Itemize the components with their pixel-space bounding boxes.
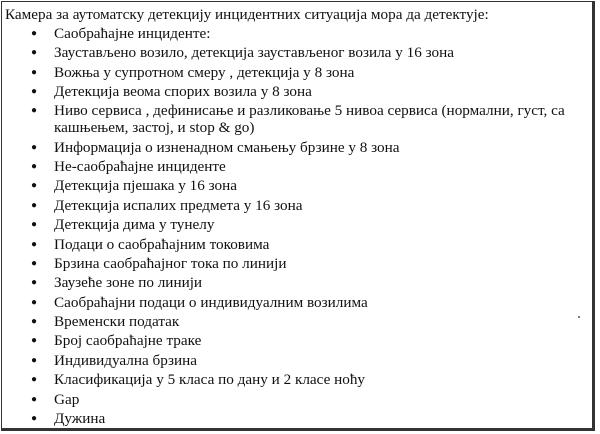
list-item-text: Брзина саобраћајног тока по линији [54, 254, 287, 272]
bullet-icon: ● [31, 354, 38, 366]
bullet-icon: ● [31, 47, 38, 59]
list-item-text: Саобраћајне инциденте: [54, 25, 211, 42]
list-item-text: Дужина [54, 410, 106, 428]
list-item-text: Информација о изненадном смањењу брзине у 8 зона [54, 138, 400, 156]
bullet-icon: ● [31, 374, 38, 386]
list-item-text: Детекција веома спорих возила у 8 зона [54, 83, 312, 101]
list-item [2, 293, 596, 312]
scan-speck [578, 316, 580, 318]
list-item-text: Не-саобраћајне инциденте [54, 157, 226, 175]
list-item-text: Подаци о саобраћајним токовима [54, 235, 270, 253]
requirements-list [2, 24, 596, 428]
list-item [2, 215, 596, 234]
list-item [2, 196, 596, 215]
list-item-text: Gap [54, 390, 80, 408]
list-item [2, 102, 596, 138]
list-item-text: Саобраћајни подаци о индивидуалним возилима [54, 293, 368, 311]
list-item-text: Детекција дима у тунелу [54, 216, 215, 234]
list-item [2, 138, 596, 157]
list-item-text: Заустављено возило, детекција заустављеног возила у 16 зона [54, 44, 454, 62]
bullet-icon: ● [31, 257, 38, 269]
list-item-text: Детекција пјешака у 16 зона [54, 177, 238, 195]
bullet-icon: ● [31, 316, 38, 328]
bullet-icon: ● [31, 66, 38, 78]
list-item [2, 254, 596, 273]
list-item [2, 370, 596, 389]
list-item-text: Индивидуална брзина [54, 351, 197, 369]
list-item [2, 63, 596, 82]
bullet-icon: ● [31, 160, 38, 172]
list-item [2, 409, 596, 428]
list-item-text: Број саобраћајне траке [54, 332, 202, 350]
list-item [2, 176, 596, 195]
bullet-icon: ● [31, 296, 38, 308]
bullet-icon: ● [31, 277, 38, 289]
list-item-text: Временски податак [54, 313, 180, 331]
list-item-text: Класификација у 5 класа по дану и 2 класе ноћу [54, 371, 366, 389]
list-item-text: Ниво сервиса , дефинисање и разликовање 5 нивоа сервиса (нормални, густ, са кашњењем, застој, и stop & go) [54, 101, 565, 136]
bullet-icon: ● [31, 86, 38, 98]
bullet-icon: ● [31, 335, 38, 347]
list-item [2, 235, 596, 254]
list-item [2, 331, 596, 350]
bullet-icon: ● [31, 199, 38, 211]
bullet-icon: ● [31, 413, 38, 425]
list-item-text: Детекција испалих предмета у 16 зона [54, 196, 303, 214]
bullet-icon: ● [31, 393, 38, 405]
list-item [2, 312, 596, 331]
document-heading: Камера за аутоматску детекцију инцидентних ситуација мора да детектује: [5, 6, 489, 23]
list-item-text: Заузеће зоне по линији [54, 274, 203, 292]
list-item [2, 157, 596, 176]
document-page [1, 1, 595, 431]
list-item-text: Вожња у супротном смеру , детекција у 8 зона [54, 63, 355, 81]
list-item [2, 82, 596, 101]
bullet-icon: ● [31, 180, 38, 192]
list-item [2, 43, 596, 62]
bullet-icon: ● [31, 219, 38, 231]
bullet-icon: ● [31, 28, 38, 39]
list-item [2, 273, 596, 292]
list-item [2, 390, 596, 409]
bullet-icon: ● [31, 141, 38, 153]
list-item [2, 24, 596, 43]
bullet-icon: ● [31, 104, 38, 116]
list-item [2, 351, 596, 370]
bullet-icon: ● [31, 238, 38, 250]
